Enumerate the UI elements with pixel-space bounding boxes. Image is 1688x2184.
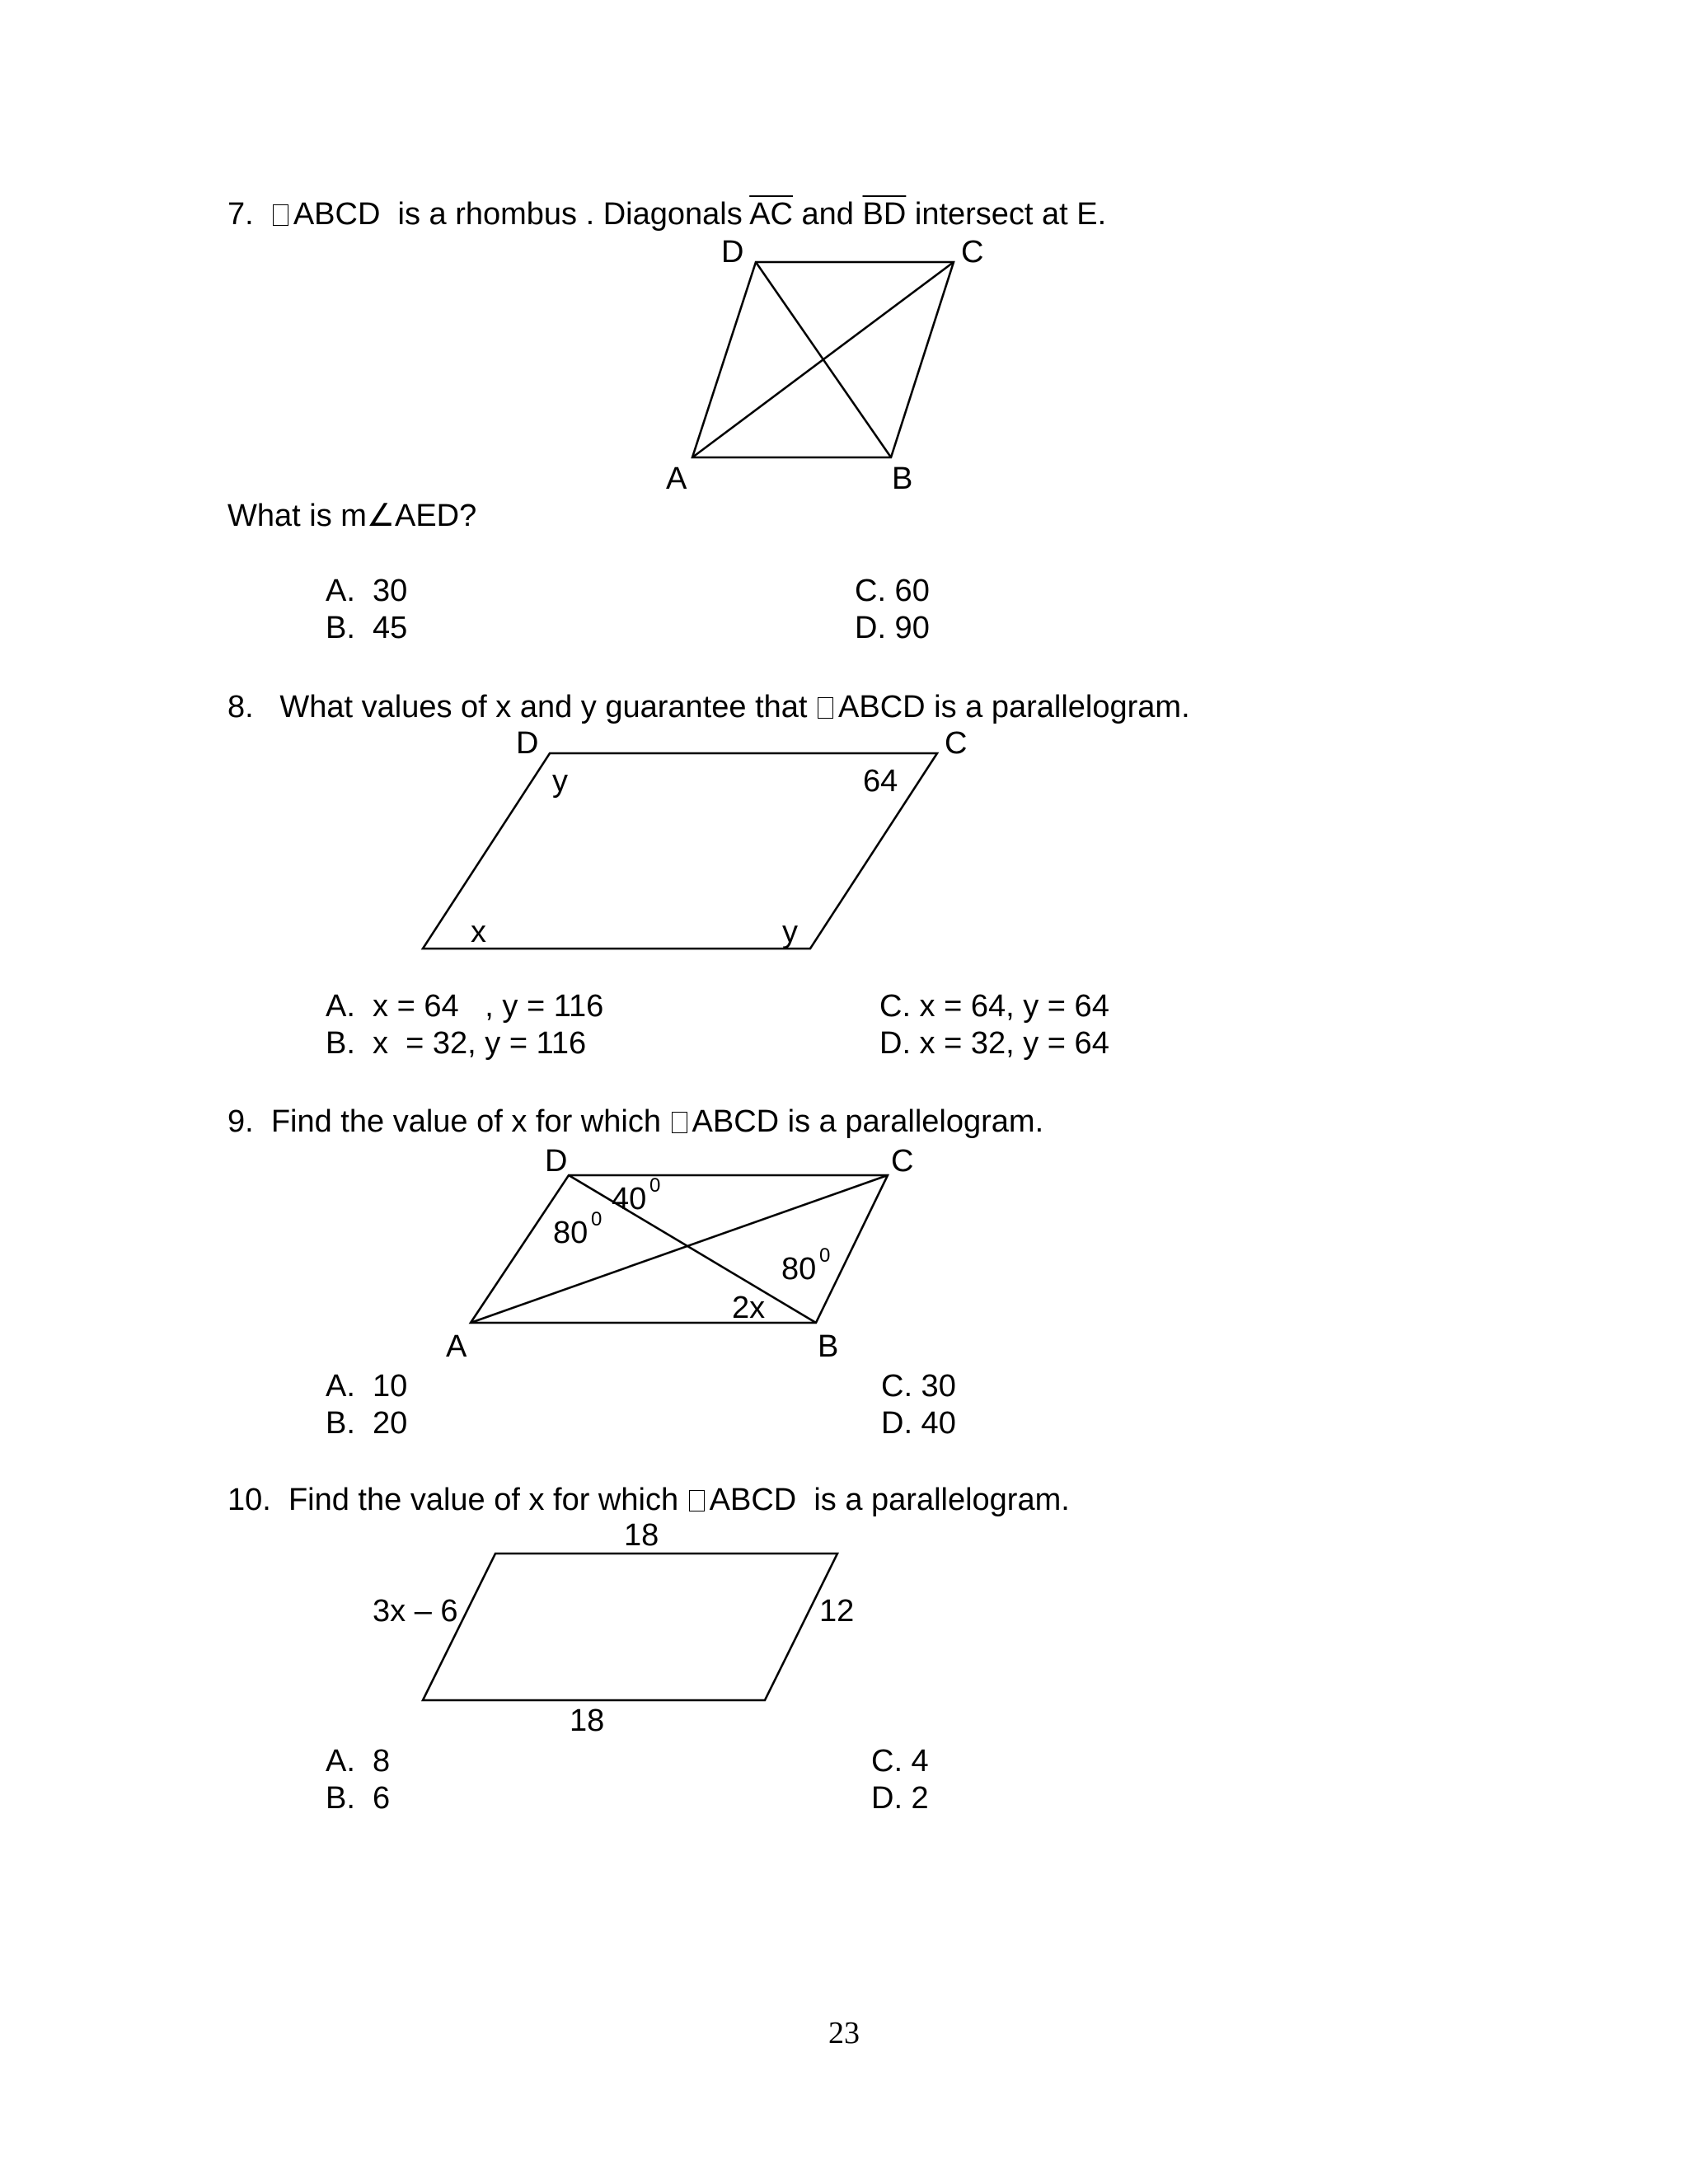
q9-angle-80-right: 80 — [781, 1252, 817, 1286]
q7-question: What is m∠AED? — [227, 499, 477, 533]
q8-number: 8. — [227, 690, 254, 724]
q9-option-b: B. 20 — [326, 1406, 408, 1441]
q8-angle-x: x — [471, 915, 486, 949]
q10-text-pre: Find the value of x for which — [288, 1483, 687, 1517]
q9-text-post: ABCD is a parallelogram. — [692, 1104, 1044, 1139]
q9-angle-2x: 2x — [732, 1291, 766, 1325]
q10-side-right: 12 — [819, 1594, 855, 1629]
q7-label-d: D — [721, 235, 744, 269]
q10-option-a: A. 8 — [326, 1744, 391, 1779]
q10-text-post: ABCD is a parallelogram. — [709, 1483, 1070, 1517]
q8-option-d: D. x = 32, y = 64 — [879, 1026, 1109, 1061]
q9-text-pre: Find the value of x for which — [270, 1104, 670, 1139]
q8-angle-64: 64 — [863, 764, 898, 799]
q8-angle-y-top: y — [552, 764, 568, 799]
q10-side-top: 18 — [624, 1518, 659, 1553]
q8-angle-y-bottom: y — [782, 915, 798, 949]
q8-label-c: C — [945, 726, 968, 761]
q10-side-left: 3x – 6 — [373, 1594, 458, 1629]
q9-label-b: B — [818, 1329, 839, 1364]
q7-label-c: C — [961, 235, 984, 269]
q9-number: 9. — [227, 1104, 254, 1139]
q8-option-b: B. x = 32, y = 116 — [326, 1026, 587, 1061]
q7-text-pre: ABCD is a rhombus . Diagonals — [293, 197, 750, 232]
page-number: 23 — [828, 2016, 860, 2050]
q8-label-d: D — [516, 726, 539, 761]
q9-angle-80-left: 80 — [553, 1216, 588, 1250]
q7-option-a: A. 30 — [326, 574, 408, 608]
q7-text-post: intersect at E. — [906, 197, 1107, 232]
q9-option-c: C. 30 — [881, 1369, 956, 1404]
q8-text-pre: What values of x and y guarantee that — [279, 690, 817, 724]
q7-label-b: B — [892, 462, 913, 496]
q10-number: 10. — [227, 1483, 271, 1517]
q9-label-a: A — [446, 1329, 467, 1364]
q10-side-bottom: 18 — [570, 1704, 605, 1738]
q10-option-b: B. 6 — [326, 1781, 391, 1816]
q9-degree-80-right: 0 — [819, 1244, 831, 1267]
q9-degree-40: 0 — [649, 1174, 661, 1197]
q8-option-c: C. x = 64, y = 64 — [879, 989, 1109, 1024]
q9-angle-40: 40 — [612, 1182, 647, 1216]
q7-label-a: A — [666, 462, 687, 496]
q9-label-d: D — [545, 1144, 568, 1179]
q7-segment-ac: $\overline{AC}$ — [749, 197, 793, 232]
q9-degree-80-left: 0 — [591, 1208, 603, 1230]
q7-segment-bd: $\overline{BD}$ — [862, 197, 907, 232]
q7-number: 7. — [227, 197, 254, 232]
q9-label-c: C — [891, 1144, 914, 1179]
q7-option-b: B. 45 — [326, 611, 408, 645]
q10-parallelogram — [423, 1554, 837, 1700]
q8-option-a: A. x = 64 , y = 116 — [326, 989, 604, 1024]
q10-option-c: C. 4 — [871, 1744, 929, 1779]
q8-text-post: ABCD is a parallelogram. — [838, 690, 1190, 724]
q7-option-d: D. 90 — [855, 611, 930, 645]
q7-option-c: C. 60 — [855, 574, 930, 608]
q9-option-a: A. 10 — [326, 1369, 408, 1404]
q9-option-d: D. 40 — [881, 1406, 956, 1441]
q10-option-d: D. 2 — [871, 1781, 929, 1816]
q7-text-mid: and — [792, 197, 863, 232]
